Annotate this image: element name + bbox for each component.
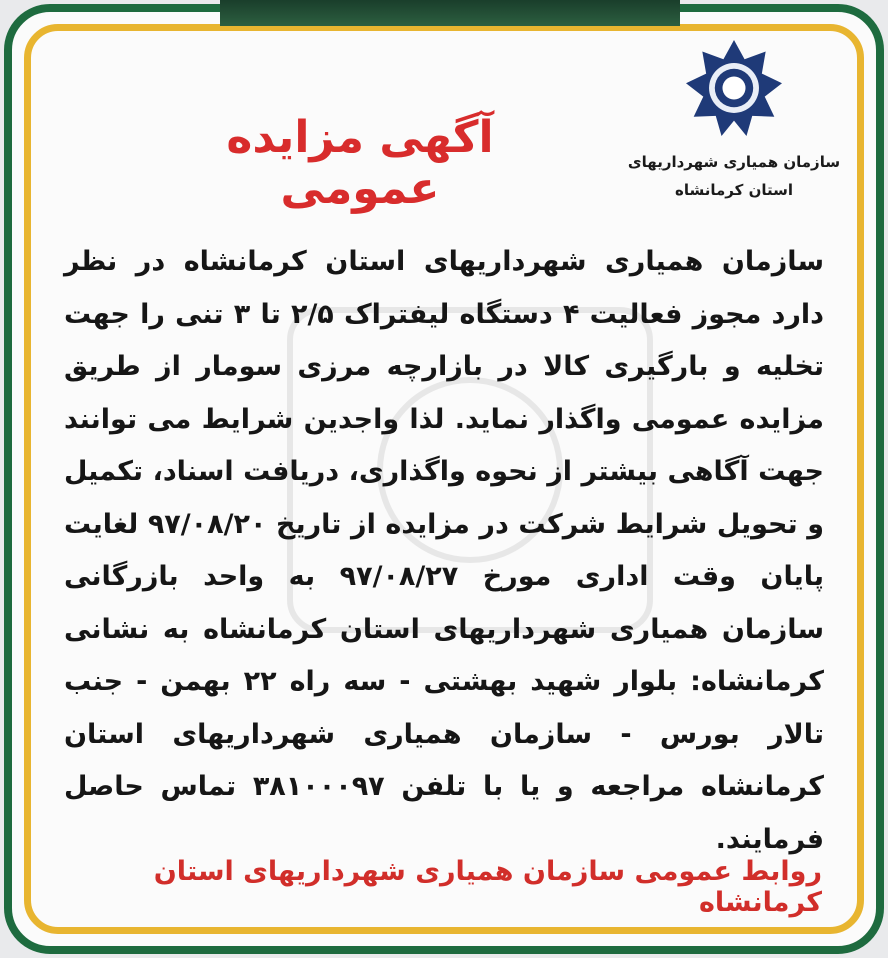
org-name <box>614 148 854 204</box>
org-name-line1: سازمان همیاری شهرداریهای <box>627 153 841 171</box>
notice-footer: روابط عمومی سازمان همیاری شهرداریهای استان کرمانشاه <box>153 856 822 918</box>
org-name-line2: استان کرمانشاه <box>674 181 794 199</box>
star-emblem-icon <box>686 40 782 136</box>
top-strip <box>220 0 680 26</box>
notice-title: آگهی مزایده عمومی <box>226 112 494 214</box>
notice-body: سازمان همیاری شهرداریهای استان کرمانشاه در نظر دارد مجوز فعالیت ۴ دستگاه لیفتراک ۲/۵ تا ۳ تنی را جهت تخلیه و بارگیری کالا در بازارچه مرزی سومار از طریق مزایده عمومی واگذار نماید. لذا واجدین شرایط می توانند جهت آگاهی بیشتر از نحوه واگذاری، دریافت اسناد، تکمیل و تحویل شرایط شرکت در مزایده از تاریخ ۹۷/۰۸/۲۰ لغایت پایان وقت اداری مورخ ۹۷/۰۸/۲۷ به واحد بازرگانی سازمان همیاری شهرداریهای استان کرمانشاه به نشانی کرمانشاه: بلوار شهید بهشتی - سه راه ۲۲ بهمن - جنب تالار بورس - سازمان همیاری شهرداریهای استان کرمانشاه مراجعه و یا با تلفن ۳۸۱۰۰۰۹۷ تماس حاصل فرمایند. <box>64 246 825 855</box>
